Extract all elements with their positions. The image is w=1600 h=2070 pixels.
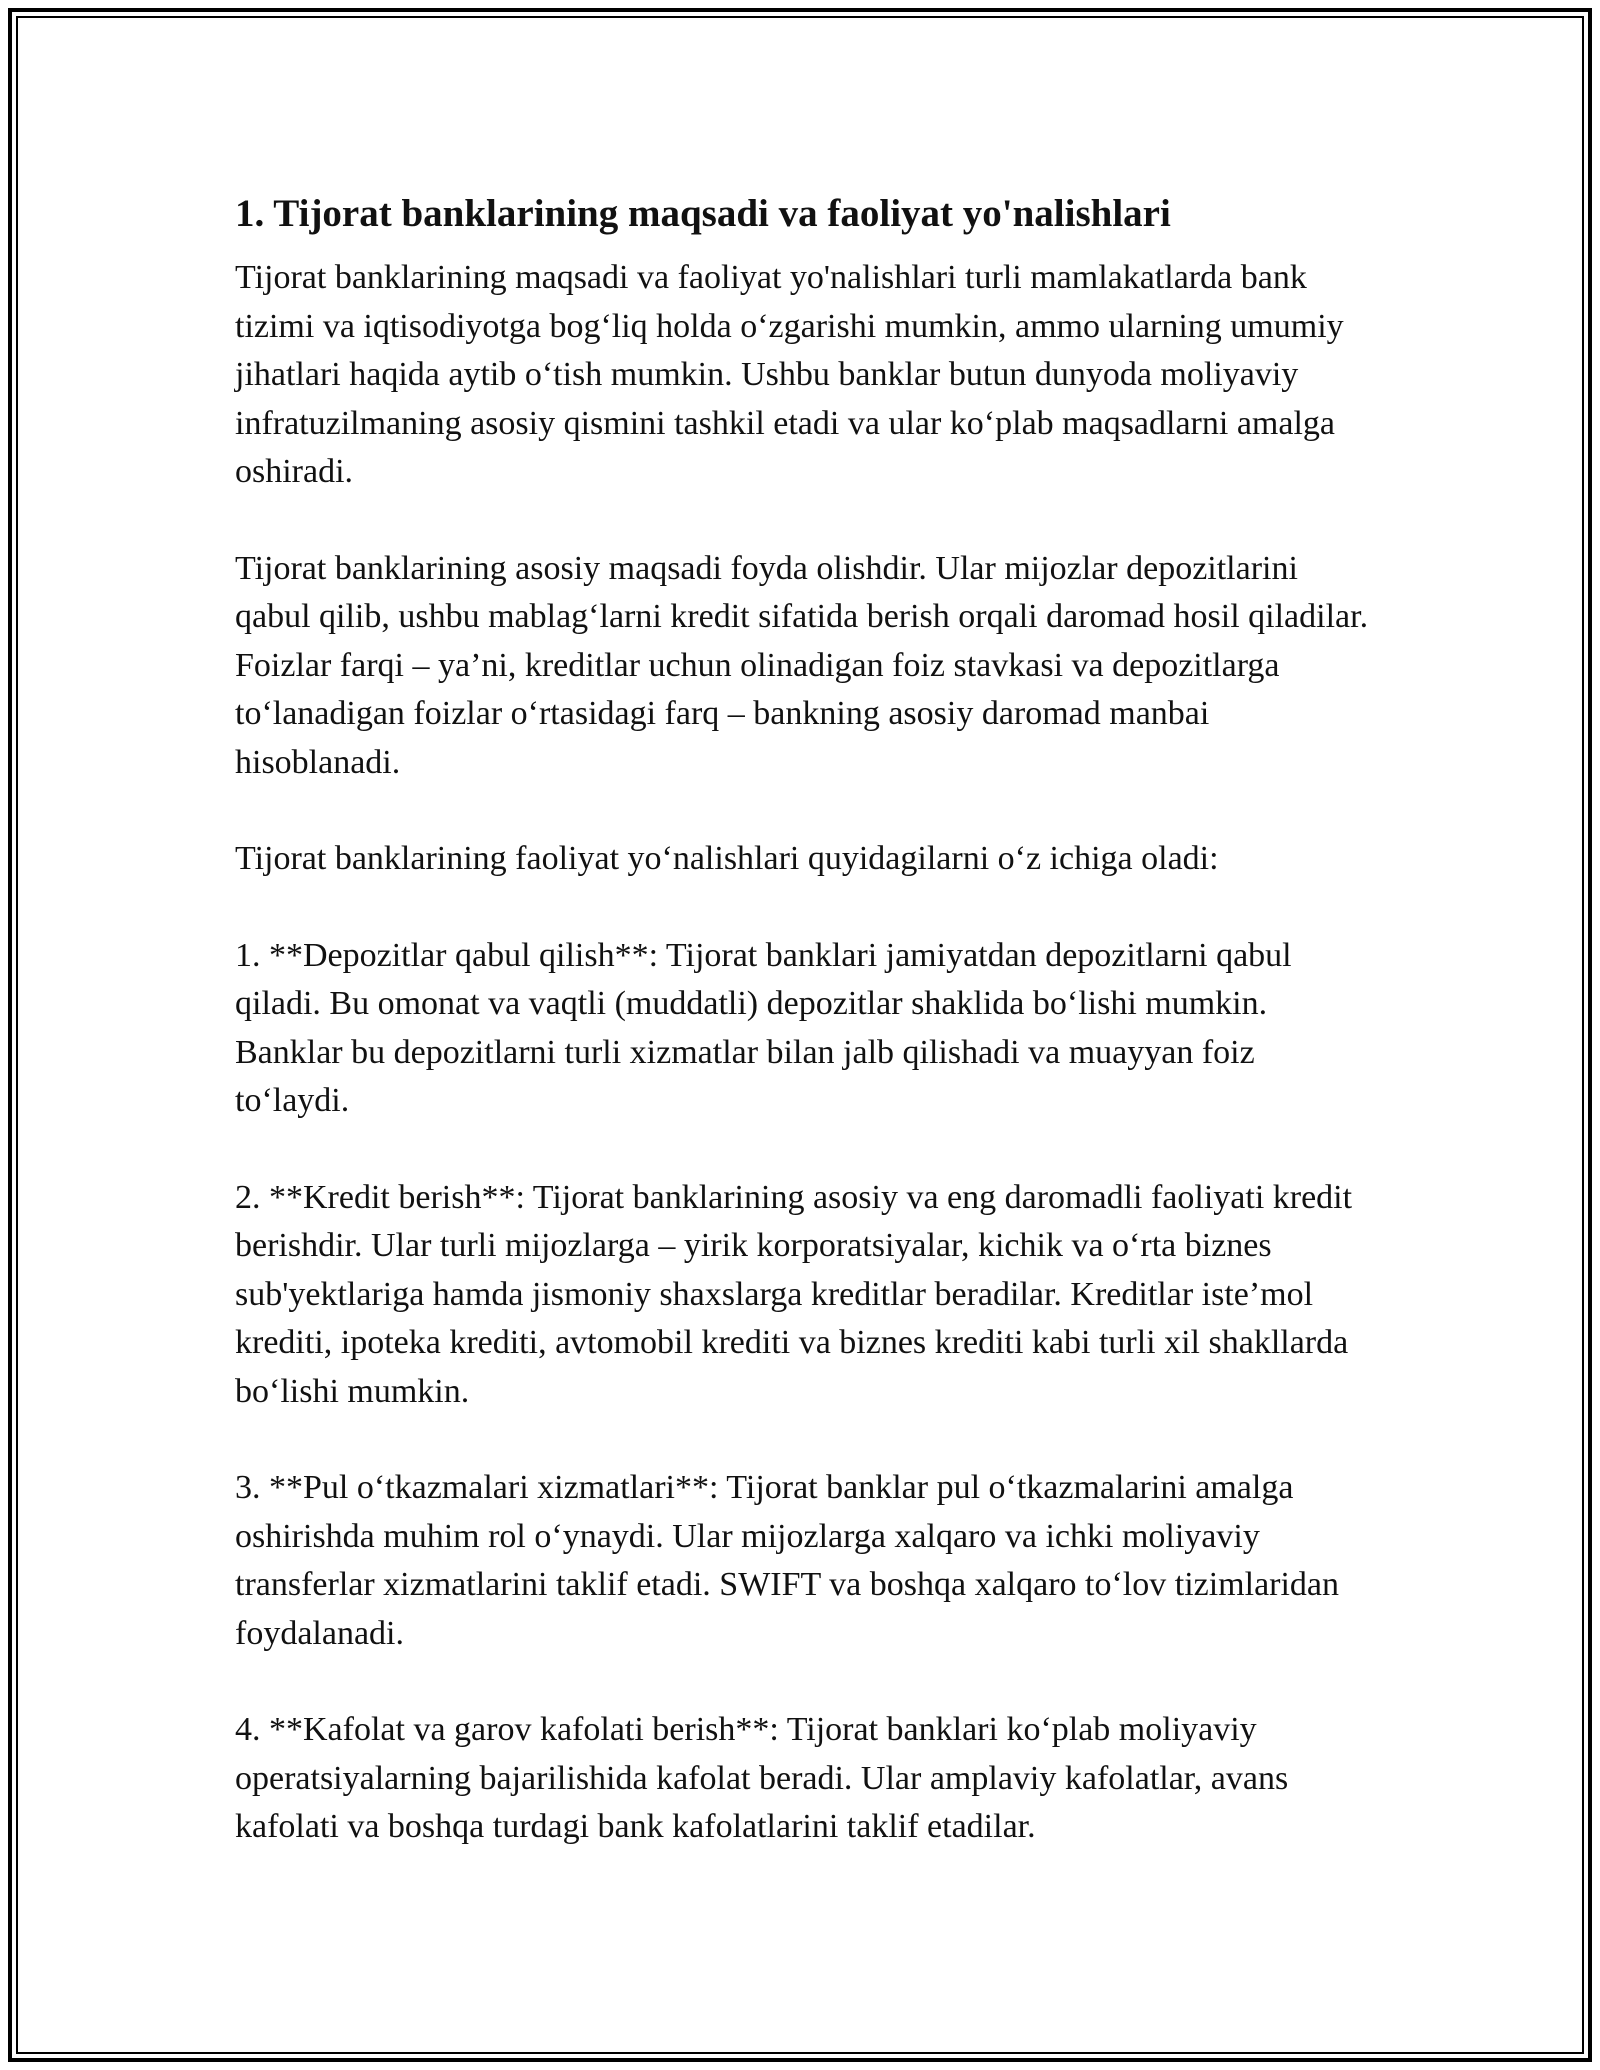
paragraph-intro: Tijorat banklarining maqsadi va faoliyat yo'nalishlari turli mamlakatlarda bank tizimi va iqtisodiyotga bog‘liq holda o‘zgarishi mumkin, ammo ularning umumiy jihatlari haqida aytib o‘tish mumkin. Ushbu banklar butun dunyoda moliyaviy infratuzilmaning asosiy qismini tashkil etadi va ular ko‘plab maqsadlarni amalga oshiradi. [235,259,1344,490]
document-body [235,188,1375,1900]
paragraph-activities-lead: Tijorat banklarining faoliyat yo‘nalishlari quyidagilarni o‘z ichiga oladi: [235,840,1219,877]
paragraph-purpose: Tijorat banklarining asosiy maqsadi foyda olishdir. Ular mijozlar depozitlarini qabul qilib, ushbu mablag‘larni kredit sifatida berish orqali daromad hosil qiladilar. Foizlar farqi – ya’ni, kreditlar uchun olinadigan foiz stavkasi va depozitlarga to‘lanadigan foizlar o‘rtasidagi farq – bankning asosiy daromad manbai hisoblanadi. [235,549,1369,781]
list-item-deposits: 1. **Depozitlar qabul qilish**: Tijorat banklari jamiyatdan depozitlarni qabul qiladi. Bu omonat va vaqtli (muddatli) depozitlar shaklida bo‘lishi mumkin. Banklar bu depozitlarni turli xizmatlar bilan jalb qilishadi va muayyan foiz to‘laydi. [235,936,1292,1119]
section-heading: 1. Tijorat banklarining maqsadi va faoliyat yo'nalishlari [235,192,1171,235]
list-item-transfers: 3. **Pul o‘tkazmalari xizmatlari**: Tijorat banklar pul o‘tkazmalarini amalga oshirishda muhim rol o‘ynaydi. Ular mijozlarga xalqaro va ichki moliyaviy transferlar xizmatlarini taklif etadi. SWIFT va boshqa xalqaro to‘lov tizimlaridan foydalanadi. [235,1469,1340,1652]
list-item-credit: 2. **Kredit berish**: Tijorat banklarining asosiy va eng daromadli faoliyati kredit berishdir. Ular turli mijozlarga – yirik korporatsiyalar, kichik va o‘rta biznes sub'yektlariga hamda jismoniy shaxslarga kreditlar beradilar. Kreditlar iste’mol krediti, ipoteka krediti, avtomobil krediti va biznes krediti kabi turli xil shakllarda bo‘lishi mumkin. [235,1178,1353,1410]
list-item-guarantees: 4. **Kafolat va garov kafolati berish**: Tijorat banklari ko‘plab moliyaviy operatsiyalarning bajarilishida kafolat beradi. Ular amplaviy kafolatlar, avans kafolati va boshqa turdagi bank kafolatlarini taklif etadilar. [235,1711,1289,1845]
